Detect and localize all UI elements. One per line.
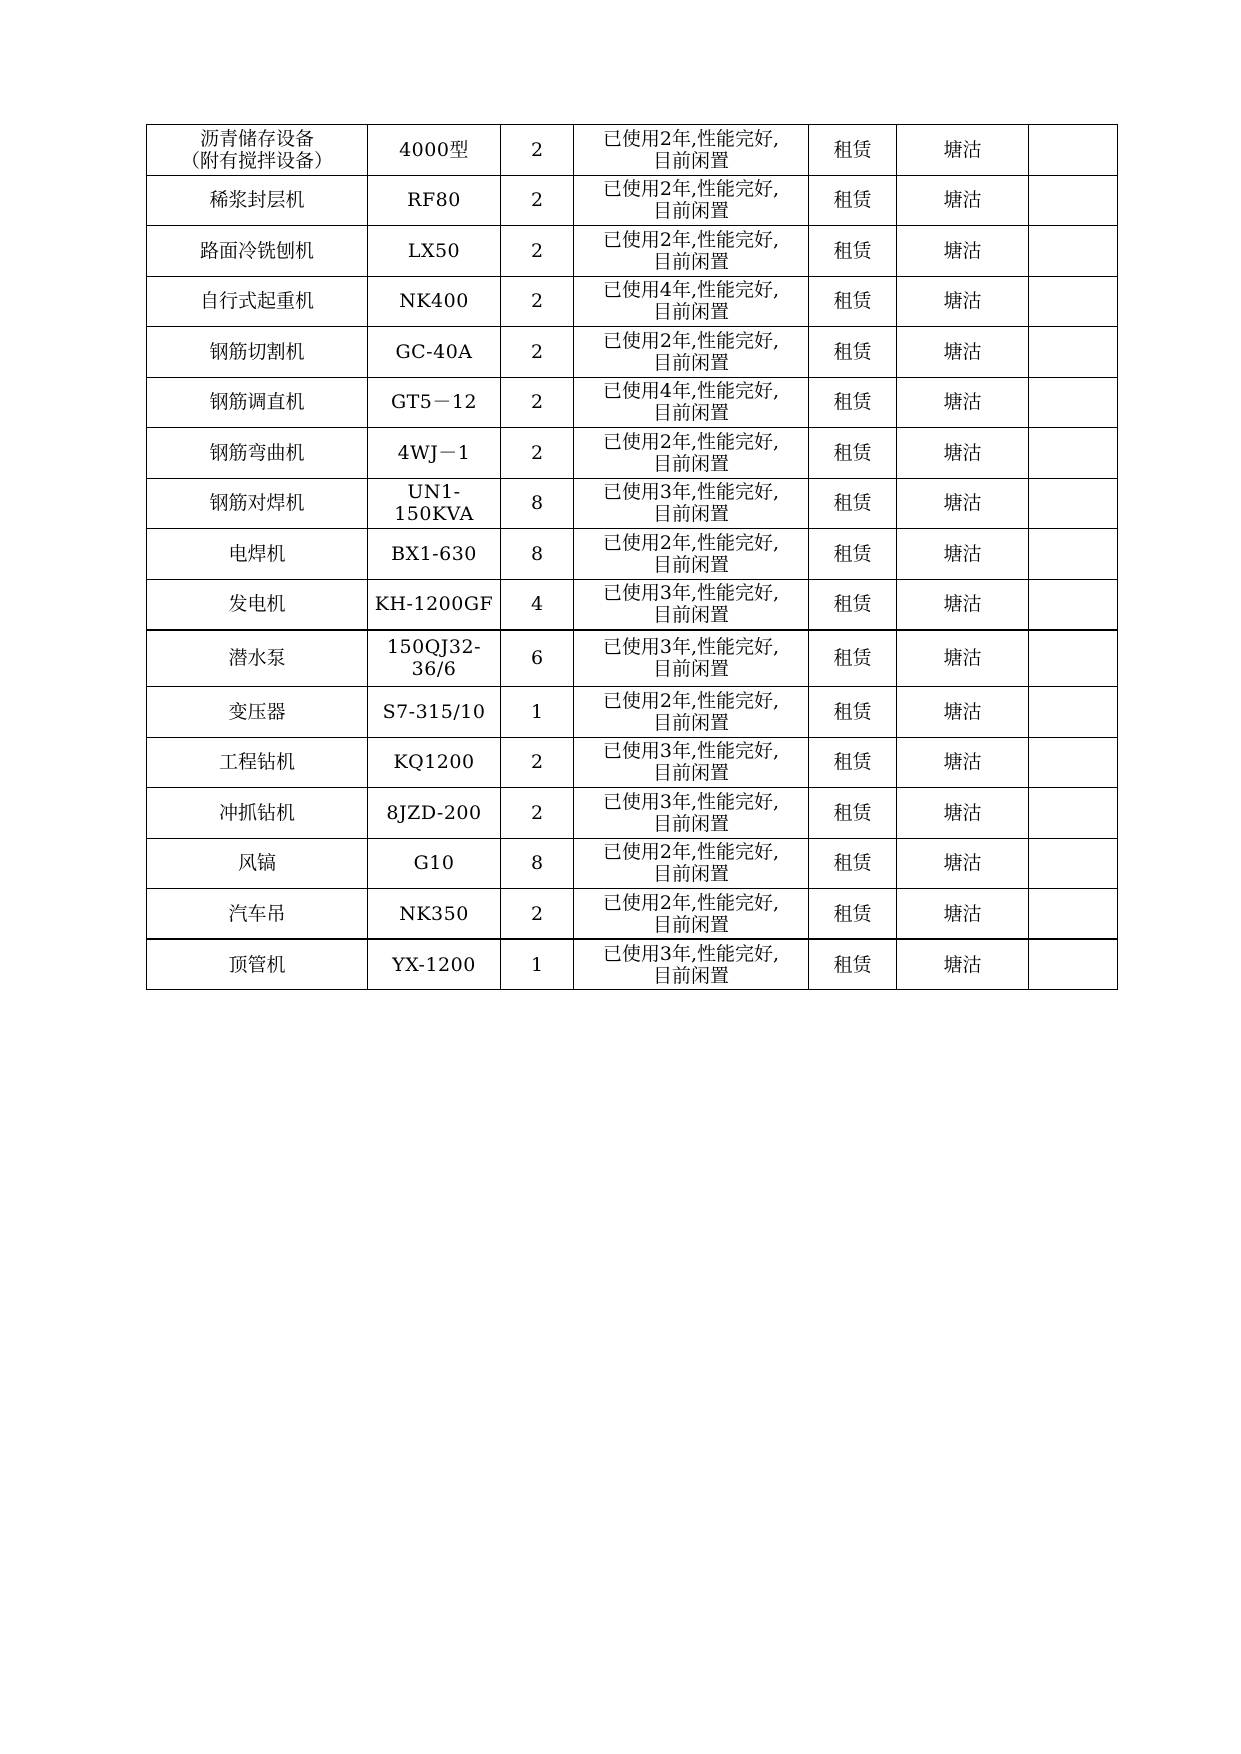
note-cell <box>1029 529 1118 580</box>
quantity-cell: 2 <box>501 226 574 277</box>
location-cell: 塘沽 <box>897 529 1029 580</box>
note-cell <box>1029 276 1118 327</box>
equipment-name: 稀浆封层机 <box>209 189 305 212</box>
equipment-name-cell <box>147 175 368 226</box>
condition-cell <box>574 226 809 277</box>
condition-line: 目前闲置 <box>652 200 729 223</box>
source-cell: 租赁 <box>809 428 897 479</box>
model-cell: NK350 <box>368 889 501 940</box>
quantity-cell: 2 <box>501 788 574 839</box>
location-cell: 塘沽 <box>897 428 1029 479</box>
condition-line: 目前闲置 <box>652 658 729 681</box>
source-cell: 租赁 <box>809 125 897 176</box>
location-cell: 塘沽 <box>897 579 1029 630</box>
condition-line: 目前闲置 <box>652 964 729 987</box>
condition-cell <box>574 276 809 327</box>
quantity-cell: 2 <box>501 175 574 226</box>
equipment-name: 发电机 <box>228 593 286 615</box>
equipment-name-cell <box>147 226 368 277</box>
condition-line: 目前闲置 <box>652 301 729 324</box>
equipment-name-cell <box>147 579 368 630</box>
equipment-name-cell <box>147 737 368 788</box>
condition-line: 已使用2年,性能完好, <box>602 841 780 864</box>
condition-line: 已使用3年,性能完好, <box>602 636 780 659</box>
location-cell: 塘沽 <box>897 939 1029 990</box>
equipment-name-cell <box>147 529 368 580</box>
location-cell: 塘沽 <box>897 276 1029 327</box>
note-cell <box>1029 939 1118 990</box>
location-cell: 塘沽 <box>897 737 1029 788</box>
quantity-cell: 2 <box>501 889 574 940</box>
quantity-cell: 2 <box>501 737 574 788</box>
equipment-name: 路面冷铣刨机 <box>199 239 314 262</box>
table-row <box>147 939 1118 990</box>
quantity-cell: 2 <box>501 327 574 378</box>
model-cell: GC-40A <box>368 327 501 378</box>
condition-cell <box>574 889 809 940</box>
source-cell: 租赁 <box>809 939 897 990</box>
condition-cell <box>574 175 809 226</box>
equipment-name-cell <box>147 788 368 839</box>
model-cell: YX-1200 <box>368 939 501 990</box>
location-cell: 塘沽 <box>897 630 1029 687</box>
model-cell: BX1-630 <box>368 529 501 580</box>
model-cell: KQ1200 <box>368 737 501 788</box>
source-cell: 租赁 <box>809 478 897 529</box>
source-cell: 租赁 <box>809 579 897 630</box>
table-row <box>147 377 1118 428</box>
quantity-cell: 2 <box>501 276 574 327</box>
table-row <box>147 788 1118 839</box>
quantity-cell: 4 <box>501 579 574 630</box>
location-cell: 塘沽 <box>897 226 1029 277</box>
source-cell: 租赁 <box>809 630 897 687</box>
condition-line: 已使用2年,性能完好, <box>602 178 780 201</box>
equipment-name-cell <box>147 838 368 889</box>
condition-line: 目前闲置 <box>652 503 729 526</box>
equipment-name-cell <box>147 377 368 428</box>
condition-line: 目前闲置 <box>652 812 729 835</box>
condition-cell <box>574 327 809 378</box>
equipment-name: （附有搅拌设备） <box>180 149 333 172</box>
equipment-name: 变压器 <box>228 700 286 723</box>
source-cell: 租赁 <box>809 276 897 327</box>
source-cell: 租赁 <box>809 226 897 277</box>
condition-line: 已使用3年,性能完好, <box>602 582 780 604</box>
source-cell: 租赁 <box>809 889 897 940</box>
condition-line: 已使用4年,性能完好, <box>602 380 780 403</box>
location-cell: 塘沽 <box>897 327 1029 378</box>
source-cell: 租赁 <box>809 687 897 738</box>
condition-line: 目前闲置 <box>652 452 729 475</box>
condition-line: 已使用3年,性能完好, <box>602 790 780 813</box>
source-cell: 租赁 <box>809 175 897 226</box>
condition-line: 目前闲置 <box>652 351 729 374</box>
equipment-name-cell <box>147 327 368 378</box>
source-cell: 租赁 <box>809 788 897 839</box>
condition-cell <box>574 838 809 889</box>
equipment-table-body <box>147 125 1118 990</box>
model-cell: UN1-150KVA <box>368 478 501 529</box>
equipment-name: 钢筋切割机 <box>209 340 305 363</box>
condition-line: 已使用3年,性能完好, <box>602 481 780 504</box>
table-row <box>147 529 1118 580</box>
model-cell: NK400 <box>368 276 501 327</box>
note-cell <box>1029 687 1118 738</box>
quantity-cell: 8 <box>501 838 574 889</box>
condition-line: 目前闲置 <box>652 762 729 785</box>
source-cell: 租赁 <box>809 529 897 580</box>
note-cell <box>1029 579 1118 630</box>
table-row <box>147 737 1118 788</box>
equipment-name: 钢筋对焊机 <box>209 492 305 515</box>
condition-line: 目前闲置 <box>652 863 729 886</box>
condition-line: 目前闲置 <box>652 250 729 273</box>
model-cell: LX50 <box>368 226 501 277</box>
condition-cell <box>574 428 809 479</box>
condition-line: 目前闲置 <box>652 553 729 576</box>
condition-line: 目前闲置 <box>652 913 729 936</box>
condition-line: 已使用2年,性能完好, <box>602 329 780 352</box>
quantity-cell: 8 <box>501 478 574 529</box>
condition-cell <box>574 939 809 990</box>
note-cell <box>1029 125 1118 176</box>
equipment-name: 顶管机 <box>228 953 286 976</box>
condition-line: 已使用2年,性能完好, <box>602 127 780 150</box>
equipment-table <box>146 124 1118 990</box>
equipment-name-cell <box>147 630 368 687</box>
note-cell <box>1029 377 1118 428</box>
model-cell: S7-315/10 <box>368 687 501 738</box>
condition-cell <box>574 377 809 428</box>
equipment-name-cell <box>147 276 368 327</box>
model-cell: 8JZD-200 <box>368 788 501 839</box>
equipment-name: 汽车吊 <box>228 902 286 925</box>
model-cell: RF80 <box>368 175 501 226</box>
note-cell <box>1029 327 1118 378</box>
note-cell <box>1029 428 1118 479</box>
equipment-name-cell <box>147 125 368 176</box>
condition-line: 已使用2年,性能完好, <box>602 531 780 554</box>
quantity-cell: 1 <box>501 939 574 990</box>
equipment-name: 钢筋弯曲机 <box>209 441 305 464</box>
location-cell: 塘沽 <box>897 687 1029 738</box>
source-cell: 租赁 <box>809 327 897 378</box>
table-row <box>147 630 1118 687</box>
quantity-cell: 8 <box>501 529 574 580</box>
table-row <box>147 579 1118 630</box>
condition-cell <box>574 478 809 529</box>
condition-line: 目前闲置 <box>652 149 729 172</box>
location-cell: 塘沽 <box>897 788 1029 839</box>
table-row <box>147 838 1118 889</box>
equipment-name: 电焊机 <box>228 542 286 565</box>
quantity-cell: 2 <box>501 377 574 428</box>
source-cell: 租赁 <box>809 377 897 428</box>
equipment-name-cell <box>147 687 368 738</box>
condition-cell <box>574 630 809 687</box>
equipment-name: 自行式起重机 <box>199 290 314 313</box>
equipment-name: 冲抓钻机 <box>218 801 295 824</box>
condition-line: 目前闲置 <box>652 402 729 425</box>
location-cell: 塘沽 <box>897 478 1029 529</box>
table-row <box>147 276 1118 327</box>
condition-cell <box>574 125 809 176</box>
condition-line: 已使用3年,性能完好, <box>602 740 780 763</box>
table-row <box>147 327 1118 378</box>
note-cell <box>1029 226 1118 277</box>
table-row <box>147 687 1118 738</box>
location-cell: 塘沽 <box>897 377 1029 428</box>
condition-line: 已使用2年,性能完好, <box>602 689 780 712</box>
table-row <box>147 226 1118 277</box>
condition-line: 目前闲置 <box>652 604 729 626</box>
quantity-cell: 6 <box>501 630 574 687</box>
equipment-name: 风镐 <box>237 852 276 875</box>
location-cell: 塘沽 <box>897 175 1029 226</box>
location-cell: 塘沽 <box>897 889 1029 940</box>
equipment-name: 沥青储存设备 <box>199 127 314 150</box>
table-row <box>147 889 1118 940</box>
quantity-cell: 2 <box>501 125 574 176</box>
quantity-cell: 1 <box>501 687 574 738</box>
condition-cell <box>574 579 809 630</box>
model-cell: GT5－12 <box>368 377 501 428</box>
table-row <box>147 175 1118 226</box>
equipment-name: 工程钻机 <box>218 751 295 774</box>
condition-cell <box>574 737 809 788</box>
note-cell <box>1029 889 1118 940</box>
source-cell: 租赁 <box>809 737 897 788</box>
condition-cell <box>574 788 809 839</box>
note-cell <box>1029 737 1118 788</box>
equipment-name: 钢筋调直机 <box>209 391 305 414</box>
equipment-name-cell <box>147 478 368 529</box>
condition-line: 已使用2年,性能完好, <box>602 430 780 453</box>
condition-cell <box>574 529 809 580</box>
table-row <box>147 428 1118 479</box>
condition-line: 已使用2年,性能完好, <box>602 228 780 251</box>
model-cell: KH-1200GF <box>368 579 501 630</box>
quantity-cell: 2 <box>501 428 574 479</box>
source-cell: 租赁 <box>809 838 897 889</box>
model-cell: 150QJ32-36/6 <box>368 630 501 687</box>
equipment-name-cell <box>147 939 368 990</box>
note-cell <box>1029 788 1118 839</box>
model-cell: G10 <box>368 838 501 889</box>
equipment-name-cell <box>147 889 368 940</box>
condition-line: 已使用4年,性能完好, <box>602 279 780 302</box>
location-cell: 塘沽 <box>897 838 1029 889</box>
condition-cell <box>574 687 809 738</box>
model-cell: 4WJ－1 <box>368 428 501 479</box>
note-cell <box>1029 478 1118 529</box>
note-cell <box>1029 630 1118 687</box>
table-row <box>147 478 1118 529</box>
location-cell: 塘沽 <box>897 125 1029 176</box>
equipment-name: 潜水泵 <box>228 647 286 670</box>
note-cell <box>1029 175 1118 226</box>
condition-line: 已使用2年,性能完好, <box>602 891 780 914</box>
equipment-name-cell <box>147 428 368 479</box>
model-cell: 4000型 <box>368 125 501 176</box>
note-cell <box>1029 838 1118 889</box>
condition-line: 已使用3年,性能完好, <box>602 942 780 965</box>
table-row <box>147 125 1118 176</box>
condition-line: 目前闲置 <box>652 711 729 734</box>
